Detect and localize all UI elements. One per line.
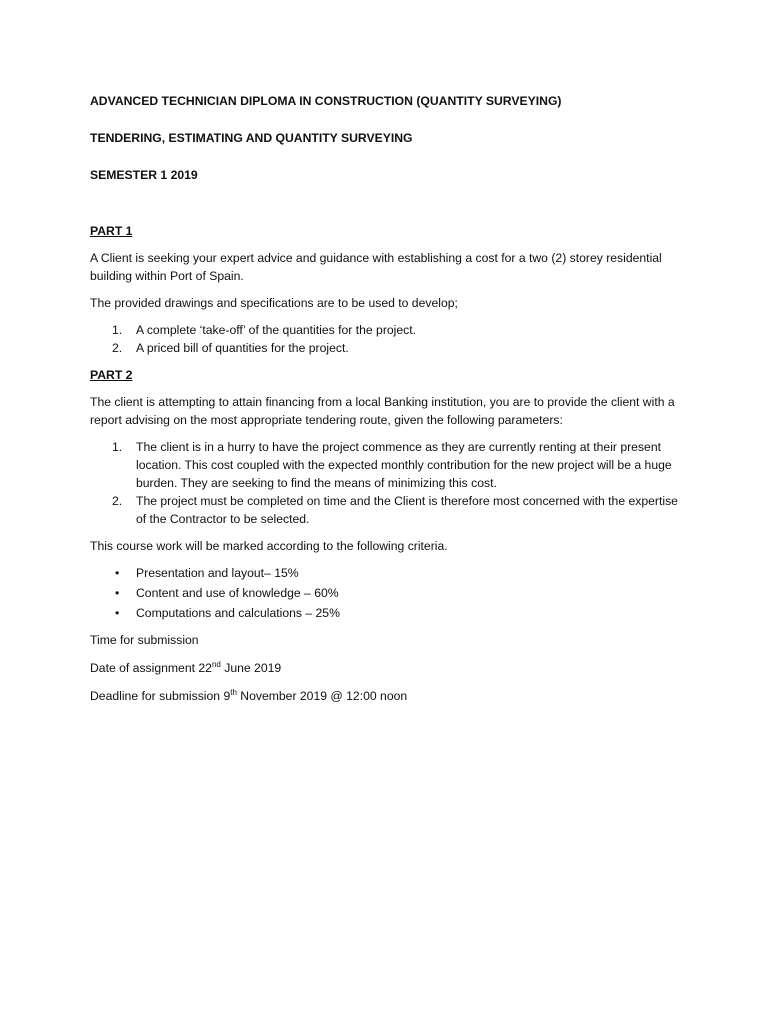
list-text: The client is in a hurry to have the project commence as they are currently renting at their present location. This cost coupled with the expected monthly contribution for the new project will be a huge burden. They are seeking to find the means of minimizing this cost. — [136, 440, 672, 490]
bullet-icon: • — [115, 586, 120, 600]
part1-section — [90, 222, 690, 357]
list-text: A priced bill of quantities for the project. — [136, 341, 349, 355]
list-text: A complete ‘take-off’ of the quantities for the project. — [136, 323, 417, 337]
semester-title: SEMESTER 1 2019 — [90, 168, 198, 182]
list-number: 1. — [112, 440, 123, 454]
list-item — [90, 564, 690, 582]
submission-section — [90, 631, 690, 705]
bullet-icon: • — [115, 566, 120, 580]
section-spacer — [90, 203, 690, 222]
deadline-prefix: Deadline for submission 9 — [90, 689, 231, 703]
criterion-text: Content and use of knowledge – 60% — [136, 586, 339, 600]
criterion-text: Presentation and layout– 15% — [136, 566, 299, 580]
list-number: 1. — [112, 323, 123, 337]
part1-title: PART 1 — [90, 224, 133, 238]
bullet-icon: • — [115, 606, 120, 620]
part2-section — [90, 366, 690, 528]
deadline-suffix: November 2019 @ 12:00 noon — [236, 689, 408, 703]
assignment-date-prefix: Date of assignment 22 — [90, 661, 212, 675]
assignment-date-ordinal: nd — [211, 659, 221, 669]
submission-deadline — [90, 687, 690, 705]
criteria-lead: This course work will be marked according to the following criteria. — [90, 539, 448, 553]
assignment-date — [90, 659, 690, 677]
course-title: TENDERING, ESTIMATING AND QUANTITY SURVEYING — [90, 131, 413, 145]
list-item — [90, 584, 690, 602]
list-number: 2. — [112, 341, 123, 355]
list-text: The project must be completed on time and the Client is therefore most concerned with the expertise of the Contractor to be selected. — [136, 494, 678, 526]
part1-intro: A Client is seeking your expert advice and guidance with establishing a cost for a two (2) storey residential building within Port of Spain. — [90, 251, 662, 283]
list-number: 2. — [112, 494, 123, 508]
part2-list — [90, 438, 690, 528]
criteria-section — [90, 537, 690, 622]
program-title: ADVANCED TECHNICIAN DIPLOMA IN CONSTRUCTION (QUANTITY SURVEYING) — [90, 94, 562, 108]
list-item — [90, 339, 690, 357]
criterion-text: Computations and calculations – 25% — [136, 606, 340, 620]
document-page — [90, 92, 690, 715]
part1-list — [90, 321, 690, 357]
list-item — [90, 438, 690, 492]
part2-title: PART 2 — [90, 368, 133, 382]
part1-lead: The provided drawings and specifications are to be used to develop; — [90, 296, 458, 310]
criteria-list — [90, 564, 690, 622]
assignment-date-suffix: June 2019 — [220, 661, 282, 675]
list-item — [90, 321, 690, 339]
list-item — [90, 492, 690, 528]
deadline-ordinal: th — [230, 687, 237, 697]
time-for-submission: Time for submission — [90, 633, 199, 647]
part2-intro: The client is attempting to attain financing from a local Banking institution, you are to provide the client with a report advising on the most appropriate tendering route, given the following parameters: — [90, 395, 675, 427]
list-item — [90, 604, 690, 622]
